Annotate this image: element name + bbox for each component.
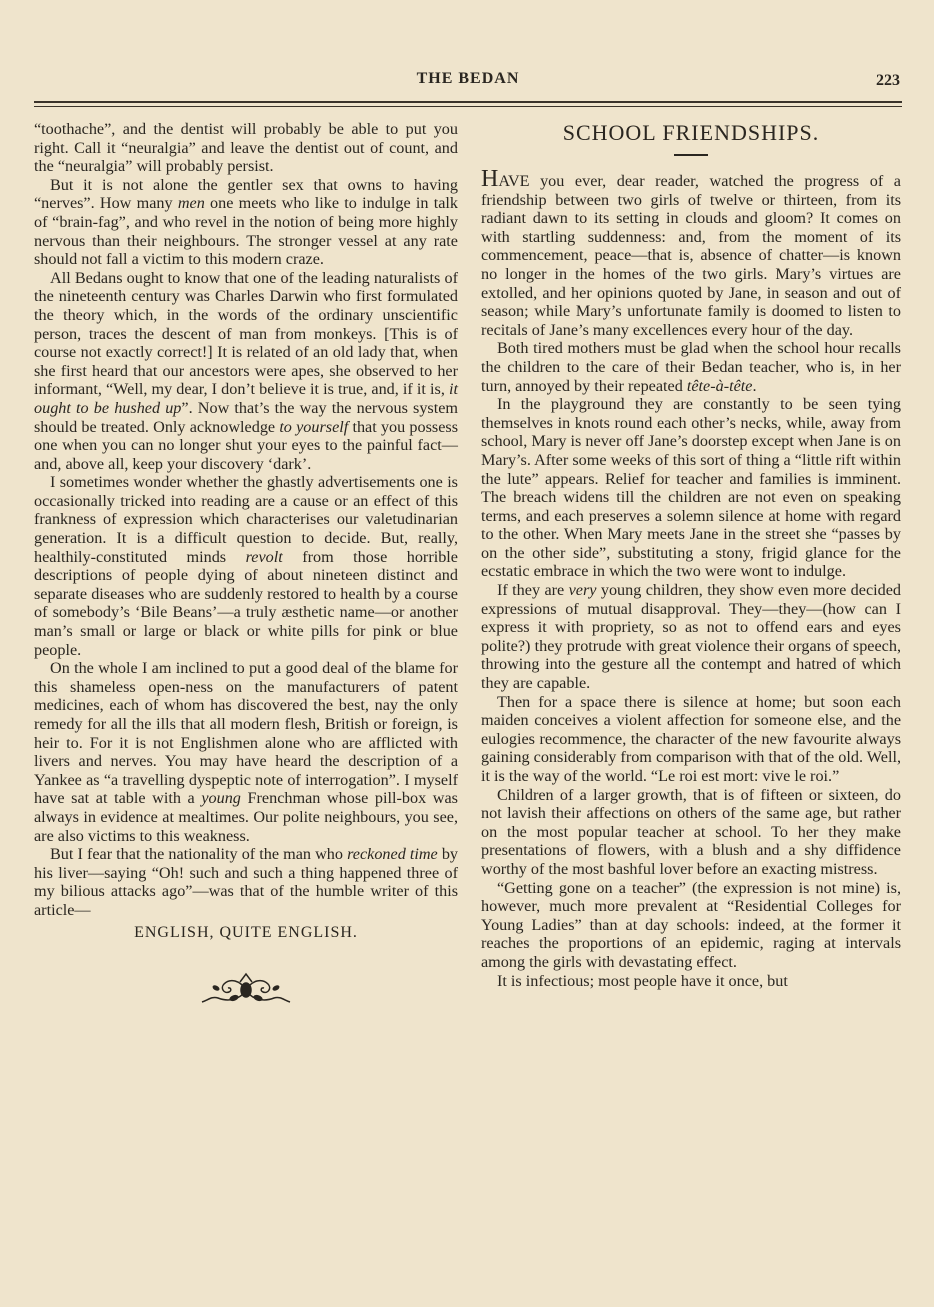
right-column xyxy=(481,120,901,990)
paragraph-text: But it is not alone the gentler sex that owns to having “nerves”. How many xyxy=(34,175,458,213)
paragraph-text: All Bedans ought to know that one of the leading naturalists of the nineteenth century was Charles Darwin who first formulated the theory which, in the words of the ordinary unscientific person, traces the descent of man from monkeys. [This is of course not exactly correct!] It is related of an old lady that, when she first heard that our ancestors were apes, she observed to her informant, “Well, my dear, I don’t believe it is true, and, if it is, xyxy=(34,268,458,399)
paragraph-text: from those horrible descriptions of people dying of about nineteen distinct and separate diseases who are suddenly restored to health by a course of somebody’s ‘Bile Beans’—a truly æsthetic name—or another man’s small or large or black or white pills for pink or blue people. xyxy=(34,547,458,659)
paragraph xyxy=(34,269,458,474)
paragraph-text: On the whole I am inclined to put a good deal of the blame for this shameless open-ness on the manufacturers of patent medicines, each of whom has discovered the best, nay the only remedy for all the ills that all modern flesh, British or foreign, is heir to. For it is not Englishmen alone who are afflicted with livers and nerves. You may have heard the description of a Yankee as “a travelling dyspeptic note of interrogation”. I myself have sat at table with a xyxy=(34,659,458,808)
paragraph-text: In the playground they are constantly to be seen tying themselves in knots round each other’s necks, while, away from school, Mary is never off Jane’s doorstep except when Jane is on Mary’s. After some weeks of this sort of thing a “little rift within the lute” appears. Relief for teacher and families is imminent. The breach widens till the children are not even on speaking terms, and each preserves a solemn silence at home with regard to the other. When Mary meets Jane in the street she “passes by on the other side”, substituting a stony, frigid glance for the ecstatic embrace in which the two were wont to indulge. xyxy=(481,395,901,581)
paragraph-text: ”. Now that’s the way the nervous system should be treated. Only acknowledge xyxy=(34,398,458,436)
paragraph xyxy=(481,786,901,879)
paragraph xyxy=(34,120,458,176)
paragraph xyxy=(481,693,901,786)
paragraph xyxy=(481,395,901,581)
header-rule-thin xyxy=(34,106,902,107)
italic-text: reckoned time xyxy=(347,845,438,864)
italic-text: men xyxy=(177,194,205,213)
paragraph xyxy=(481,879,901,972)
paragraph-text: that you possess one when you can no longer shut your eyes to the painful fact—and, above all, keep your discovery ‘dark’. xyxy=(34,417,458,473)
paragraph-text: “Getting gone on a teacher” (the expression is not mine) is, however, much more prevalent at “Residential Colleges for Young Ladies” than at day schools: indeed, at the former it reaches the proportions of an epidemic, raging at intervals among the girls with devastating effect. xyxy=(481,878,901,971)
paragraph-text: one meets who like to indulge in talk of “brain-fag”, and who revel in the notion of being more highly nervous than their neighbours. The stronger vessel at any rate should not fall a victim to this modern craze. xyxy=(34,194,458,269)
paragraph xyxy=(481,166,901,339)
paragraph-text: If they are xyxy=(497,581,569,600)
page-number: 223 xyxy=(876,72,900,89)
floral-ornament-icon xyxy=(196,970,296,1010)
paragraph xyxy=(481,972,901,991)
header-rule-thick xyxy=(34,101,902,103)
italic-text: to yourself xyxy=(279,417,349,436)
left-column xyxy=(34,120,458,1010)
paragraph-text: by his liver—saying “Oh! such and such a thing happened three of my bilious attacks ago”—was that of the humble writer of this article— xyxy=(34,845,459,919)
journal-title: THE BEDAN xyxy=(416,70,520,87)
paragraph-text: Children of a larger growth, that is of fifteen or sixteen, do not lavish their affections on others of the same age, but rather on the most popular teacher at school. To her they make presentations of flowers, with a blush and a shy diffidence worthy of the most bashful lover before an exacting mistress. xyxy=(481,785,901,878)
paragraph-text: young children, they show even more decided expressions of mutual disapproval. They—they—(how can I express it with propriety, so as not to offend ears and eyes polite?) they protrude with great violence their organs of speech, throwing into the gesture all the contempt and hatred of which they are capable. xyxy=(481,581,901,693)
paragraph-text: “toothache”, and the dentist will probably be able to put you right. Call it “neuralgia” and leave the dentist out of count, and the “neuralgia” will probably persist. xyxy=(34,120,458,176)
italic-text: young xyxy=(201,789,241,808)
running-header xyxy=(34,70,902,94)
paragraph-text: Then for a space there is silence at home; but soon each maiden conceives a violent affection for someone else, and the eulogies recommence, the character of the new favourite always gaining considerably from comparison with that of the old. Well, it is the way of the world. “Le roi est mort: vive le roi.” xyxy=(481,692,901,785)
paragraph xyxy=(34,176,458,269)
italic-text: tête-à-tête xyxy=(686,376,753,395)
paragraph-text: But I fear that the nationality of the man who xyxy=(50,845,348,864)
paragraph xyxy=(34,845,458,919)
paragraph-text: Frenchman whose pill-box was always in evidence at mealtimes. Our polite neighbours, you see, are also victims to this weakness. xyxy=(34,789,458,845)
drop-cap: H xyxy=(481,166,499,192)
author-signature: ENGLISH, QUITE ENGLISH. xyxy=(134,923,358,941)
article-title: SCHOOL FRIENDSHIPS. xyxy=(562,120,820,145)
italic-text: very xyxy=(568,581,597,600)
title-rule xyxy=(674,154,708,156)
paragraph-text: It is infectious; most people have it once, but xyxy=(497,971,788,990)
paragraph-text: AVE you ever, dear reader, watched the progress of a friendship between two girls of twelve or thirteen, from its radiant dawn to its setting in clouds and gloom? It comes on with startling suddenness: and, from the moment of its commencement, peace—that is, absence of chatter—is known no longer in the homes of the two girls. Mary’s virtues are extolled, and her opinions quoted by Jane, in season and out of season; while Mary’s unfortunate family is doomed to listen to recitals of Jane’s many excellences every hour of the day. xyxy=(481,172,901,339)
italic-text: it ought to be hushed up xyxy=(34,380,458,417)
paragraph-text: Both tired mothers must be glad when the school hour recalls the children to the care of their Bedan teacher, who is, in her turn, annoyed by their repeated xyxy=(481,339,901,395)
paragraph xyxy=(34,659,458,845)
paragraph-text: . xyxy=(752,376,757,395)
italic-text: revolt xyxy=(245,547,283,566)
paragraph-text: I sometimes wonder whether the ghastly advertisements one is occasionally tricked into reading are a cause or an effect of this frankness of expression which characterises our valetudinarian generation. It is a difficult question to decide. But, really, healthily-constituted minds xyxy=(34,473,458,566)
paragraph xyxy=(34,473,458,659)
paragraph xyxy=(481,339,901,395)
paragraph xyxy=(481,581,901,693)
